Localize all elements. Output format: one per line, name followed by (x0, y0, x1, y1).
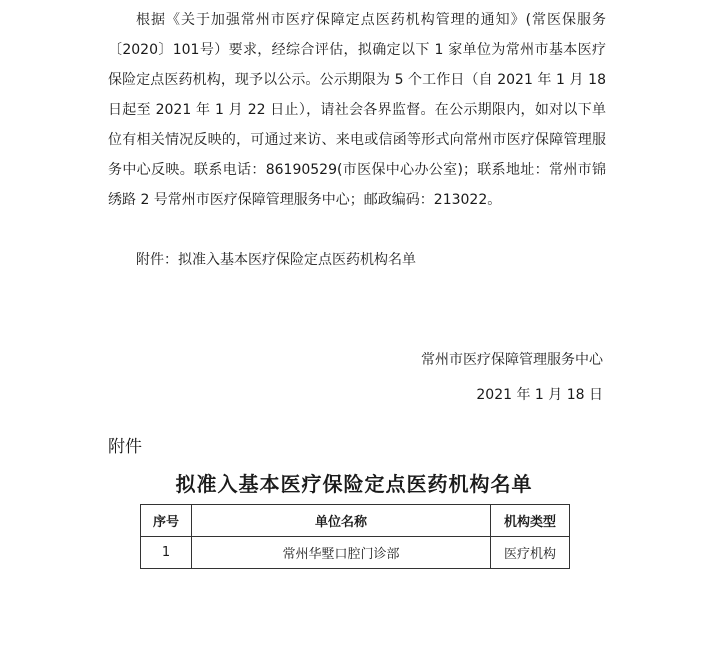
notice-body: 根据《关于加强常州市医疗保障定点医药机构管理的通知》(常医保服务〔2020〕101号）要求，经综合评估，拟确定以下 1 家单位为常州市基本医疗保险定点医药机构，现予以公示。公示期限为 5 个工作日（自 2021 年 1 月 18 日起至 2021 年 1 月 22 日止），请社会各界监督。在公示期限内，如对以下单位有相关情况反映的，可通过来访、来电或信函等形式向常州市医疗保障管理服务中心反映。联系电话：86190529(市医保中心办公室)；联系地址：常州市锦绣路 2 号常州市医疗保障管理服务中心；邮政编码：213022。 (108, 12, 606, 208)
header-unit-name: 单位名称 (192, 505, 491, 537)
annex-title: 拟准入基本医疗保险定点医药机构名单 (175, 472, 533, 496)
signature-date: 2021 年 1 月 18 日 (476, 387, 603, 403)
header-institution-type: 机构类型 (491, 505, 570, 537)
cell-unit-name: 常州华墅口腔门诊部 (192, 537, 491, 569)
table-header-row (141, 505, 570, 537)
header-index: 序号 (141, 505, 192, 537)
cell-index: 1 (141, 537, 192, 569)
annex-label: 附件 (108, 437, 142, 457)
cell-institution-type: 医疗机构 (491, 537, 570, 569)
table-row (141, 537, 570, 569)
attachment-reference: 附件：拟准入基本医疗保险定点医药机构名单 (136, 252, 416, 268)
signature-organization: 常州市医疗保障管理服务中心 (421, 352, 603, 368)
institution-table (140, 504, 570, 569)
